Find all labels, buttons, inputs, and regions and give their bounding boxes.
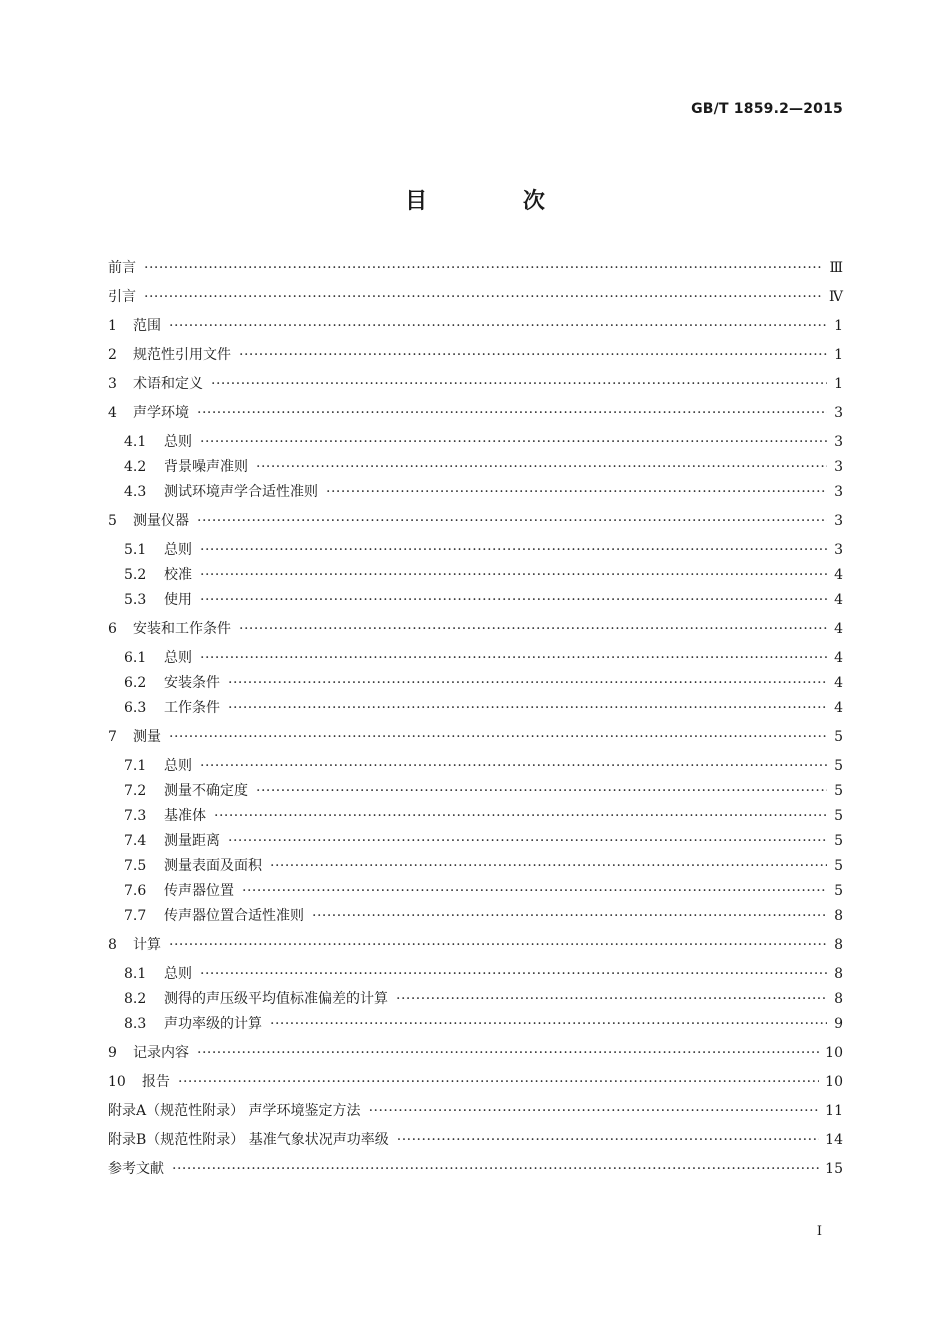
toc-entry-text: 引言 <box>108 289 136 305</box>
toc-entry-label <box>124 806 206 826</box>
toc-entry-text: 测量距离 <box>164 833 220 849</box>
toc-entry[interactable] <box>108 1043 843 1063</box>
toc-entry-page: 5 <box>834 833 843 849</box>
dot-leader <box>369 1101 820 1121</box>
toc-entry[interactable] <box>108 806 843 826</box>
toc-entry-number: 9 <box>108 1045 117 1061</box>
toc-entry-label <box>124 989 388 1009</box>
toc-entry[interactable] <box>108 964 843 984</box>
toc-entry[interactable] <box>108 258 843 278</box>
toc-entry-label <box>124 565 192 585</box>
toc-entry-text: 术语和定义 <box>133 376 203 392</box>
toc-entry-label <box>124 540 192 560</box>
dot-leader <box>197 403 827 423</box>
toc-entry[interactable] <box>108 403 843 423</box>
toc-entry[interactable] <box>108 648 843 668</box>
toc-entry-text: 附录A（规范性附录） 声学环境鉴定方法 <box>108 1103 361 1119</box>
toc-entry-text: 安装条件 <box>164 675 220 691</box>
toc-entry-label <box>124 698 220 718</box>
toc-entry[interactable] <box>108 482 843 502</box>
toc-entry-number: 7.6 <box>124 883 147 899</box>
toc-entry-text: 测量仪器 <box>133 513 189 529</box>
toc-entry-text: 总则 <box>164 434 192 450</box>
toc-entry-page: 4 <box>834 675 843 691</box>
page-title: 目 次 <box>405 189 589 214</box>
toc-entry-page: 8 <box>834 991 843 1007</box>
toc-entry-label <box>124 781 248 801</box>
toc-entry-page: 5 <box>834 783 843 799</box>
toc-entry-text: 背景噪声准则 <box>164 459 248 475</box>
toc-entry-number: 4.2 <box>124 459 147 475</box>
toc-entry-text: 测量 <box>133 729 161 745</box>
toc-entry-number: 5.1 <box>124 542 147 558</box>
toc-entry-number: 7.5 <box>124 858 147 874</box>
dot-leader <box>200 565 827 585</box>
toc-entry-text: 总则 <box>164 650 192 666</box>
toc-entry-label <box>124 457 248 477</box>
toc-entry-label <box>108 403 189 423</box>
dot-leader <box>169 935 827 955</box>
toc-entry-label <box>108 1159 164 1179</box>
toc-entry-text: 总则 <box>164 966 192 982</box>
dot-leader <box>197 511 827 531</box>
toc-entry[interactable] <box>108 287 843 307</box>
dot-leader <box>144 287 823 307</box>
toc-entry-page: 3 <box>834 434 843 450</box>
toc-entry-label <box>124 590 192 610</box>
toc-entry-text: 报告 <box>142 1074 170 1090</box>
dot-leader <box>200 756 827 776</box>
toc-entry-label <box>108 935 161 955</box>
toc-entry-label <box>108 1101 361 1121</box>
toc-entry-text: 测试环境声学合适性准则 <box>164 484 318 500</box>
dot-leader <box>312 906 827 926</box>
toc-entry-number: 7.7 <box>124 908 147 924</box>
toc-entry[interactable] <box>108 1072 843 1092</box>
dot-leader <box>239 345 827 365</box>
toc-entry-text: 传声器位置合适性准则 <box>164 908 304 924</box>
toc-entry-text: 前言 <box>108 260 136 276</box>
toc-entry-label <box>108 511 189 531</box>
toc-entry-text: 附录B（规范性附录） 基准气象状况声功率级 <box>108 1132 389 1148</box>
toc-entry-number: 7 <box>108 729 117 745</box>
toc-entry-label <box>108 727 161 747</box>
toc-entry-number: 4.3 <box>124 484 147 500</box>
toc-entry-page: 3 <box>834 542 843 558</box>
toc-entry-page: 5 <box>834 858 843 874</box>
toc-entry-number: 7.1 <box>124 758 147 774</box>
toc-entry-label <box>124 881 234 901</box>
toc-entry-page: 3 <box>834 459 843 475</box>
toc-entry[interactable] <box>108 756 843 776</box>
toc-entry-page: 1 <box>834 318 843 334</box>
toc-entry[interactable] <box>108 457 843 477</box>
toc-entry-page: 8 <box>834 966 843 982</box>
toc-entry-label <box>108 258 136 278</box>
dot-leader <box>214 806 827 826</box>
toc-entry-number: 7.4 <box>124 833 147 849</box>
toc-entry[interactable] <box>108 1014 843 1034</box>
toc-entry[interactable] <box>108 619 843 639</box>
dot-leader <box>200 590 827 610</box>
toc-entry-text: 声功率级的计算 <box>164 1016 262 1032</box>
toc-entry-label <box>124 906 304 926</box>
dot-leader <box>326 482 827 502</box>
toc-entry-page: 4 <box>834 700 843 716</box>
dot-leader <box>200 540 827 560</box>
toc-entry-page: 9 <box>834 1016 843 1032</box>
dot-leader <box>256 457 827 477</box>
toc-entry-label <box>124 1014 262 1034</box>
toc-entry-page: 4 <box>834 650 843 666</box>
toc-entry-text: 基准体 <box>164 808 206 824</box>
toc-entry[interactable] <box>108 906 843 926</box>
toc-entry-label <box>108 1043 189 1063</box>
toc-entry-text: 测得的声压级平均值标准偏差的计算 <box>164 991 388 1007</box>
dot-leader <box>178 1072 819 1092</box>
toc-entry-page: 1 <box>834 376 843 392</box>
toc-entry[interactable] <box>108 540 843 560</box>
toc-entry-page: 4 <box>834 567 843 583</box>
toc-entry-text: 声学环境 <box>133 405 189 421</box>
toc-entry-text: 范围 <box>133 318 161 334</box>
toc-entry-text: 校准 <box>164 567 192 583</box>
toc-entry-number: 7.3 <box>124 808 147 824</box>
dot-leader <box>144 258 823 278</box>
toc-entry-label <box>124 673 220 693</box>
dot-leader <box>397 1130 819 1150</box>
toc-entry-number: 8.1 <box>124 966 147 982</box>
toc-entry-label <box>124 831 220 851</box>
toc-entry-label <box>108 345 231 365</box>
dot-leader <box>242 881 827 901</box>
toc-entry-text: 传声器位置 <box>164 883 234 899</box>
toc-entry[interactable] <box>108 345 843 365</box>
toc-entry[interactable] <box>108 727 843 747</box>
page-folio: Ⅰ <box>816 1224 822 1239</box>
toc-entry-number: 7.2 <box>124 783 147 799</box>
toc-entry-label <box>124 964 192 984</box>
toc-entry-number: 5 <box>108 513 117 529</box>
toc-entry[interactable] <box>108 698 843 718</box>
toc-entry-page: Ⅲ <box>829 260 843 276</box>
standard-code: GB/T 1859.2—2015 <box>691 101 843 117</box>
toc-entry[interactable] <box>108 881 843 901</box>
toc-entry-text: 计算 <box>133 937 161 953</box>
dot-leader <box>228 831 827 851</box>
toc-entry-page: 10 <box>825 1045 843 1061</box>
dot-leader <box>169 316 827 336</box>
toc-entry-text: 总则 <box>164 542 192 558</box>
dot-leader <box>396 989 827 1009</box>
toc-entry-number: 8 <box>108 937 117 953</box>
toc-entry-page: 3 <box>834 405 843 421</box>
toc-entry[interactable] <box>108 1159 843 1179</box>
toc-entry[interactable] <box>108 432 843 452</box>
toc-entry-page: 4 <box>834 592 843 608</box>
toc-entry-number: 6.3 <box>124 700 147 716</box>
toc-entry[interactable] <box>108 1101 843 1121</box>
toc-entry-number: 4 <box>108 405 117 421</box>
toc-entry-page: 3 <box>834 484 843 500</box>
toc-entry-number: 8.3 <box>124 1016 147 1032</box>
toc-entry-number: 1 <box>108 318 117 334</box>
toc-entry-page: 5 <box>834 729 843 745</box>
toc-entry-number: 4.1 <box>124 434 147 450</box>
toc-entry-number: 10 <box>108 1074 126 1090</box>
toc-entry-page: 14 <box>825 1132 843 1148</box>
toc-entry-text: 规范性引用文件 <box>133 347 231 363</box>
toc-entry-label <box>108 1072 170 1092</box>
toc-entry-page: 5 <box>834 883 843 899</box>
dot-leader <box>270 1014 827 1034</box>
toc-entry-page: 5 <box>834 758 843 774</box>
toc-entry-text: 记录内容 <box>133 1045 189 1061</box>
table-of-contents <box>108 258 843 1188</box>
toc-entry-number: 2 <box>108 347 117 363</box>
dot-leader <box>200 432 827 452</box>
toc-entry-text: 测量不确定度 <box>164 783 248 799</box>
toc-entry-label <box>124 482 318 502</box>
toc-entry-page: 5 <box>834 808 843 824</box>
dot-leader <box>200 648 827 668</box>
toc-entry-number: 6.1 <box>124 650 147 666</box>
toc-entry-number: 8.2 <box>124 991 147 1007</box>
toc-entry-text: 使用 <box>164 592 192 608</box>
toc-entry[interactable] <box>108 565 843 585</box>
toc-entry[interactable] <box>108 831 843 851</box>
toc-entry-text: 参考文献 <box>108 1161 164 1177</box>
dot-leader <box>200 964 827 984</box>
toc-entry-text: 测量表面及面积 <box>164 858 262 874</box>
toc-entry-label <box>108 316 161 336</box>
dot-leader <box>228 698 827 718</box>
toc-entry-page: 8 <box>834 908 843 924</box>
toc-entry-number: 6.2 <box>124 675 147 691</box>
toc-entry[interactable] <box>108 374 843 394</box>
toc-entry-label <box>108 619 231 639</box>
toc-entry-text: 总则 <box>164 758 192 774</box>
toc-entry[interactable] <box>108 989 843 1009</box>
toc-entry-text: 安装和工作条件 <box>133 621 231 637</box>
dot-leader <box>270 856 827 876</box>
toc-entry-page: 1 <box>834 347 843 363</box>
dot-leader <box>172 1159 819 1179</box>
dot-leader <box>239 619 827 639</box>
toc-entry[interactable] <box>108 935 843 955</box>
toc-entry-page: 11 <box>825 1103 843 1119</box>
toc-entry-label <box>124 432 192 452</box>
toc-entry-number: 3 <box>108 376 117 392</box>
dot-leader <box>211 374 827 394</box>
dot-leader <box>169 727 827 747</box>
toc-entry[interactable] <box>108 590 843 610</box>
toc-entry-page: 15 <box>825 1161 843 1177</box>
dot-leader <box>197 1043 819 1063</box>
toc-entry-label <box>124 648 192 668</box>
toc-entry-label <box>108 374 203 394</box>
toc-entry-page: 8 <box>834 937 843 953</box>
toc-entry[interactable] <box>108 856 843 876</box>
dot-leader <box>256 781 827 801</box>
toc-entry[interactable] <box>108 511 843 531</box>
toc-entry-page: 4 <box>834 621 843 637</box>
toc-entry-label <box>108 287 136 307</box>
toc-entry-number: 5.3 <box>124 592 147 608</box>
toc-entry-label <box>124 756 192 776</box>
toc-entry[interactable] <box>108 673 843 693</box>
toc-entry[interactable] <box>108 781 843 801</box>
toc-entry[interactable] <box>108 316 843 336</box>
toc-entry-number: 6 <box>108 621 117 637</box>
toc-entry-page: Ⅳ <box>829 289 843 305</box>
toc-entry-label <box>108 1130 389 1150</box>
toc-entry-number: 5.2 <box>124 567 147 583</box>
toc-entry-label <box>124 856 262 876</box>
toc-entry[interactable] <box>108 1130 843 1150</box>
toc-entry-page: 3 <box>834 513 843 529</box>
dot-leader <box>228 673 827 693</box>
toc-entry-text: 工作条件 <box>164 700 220 716</box>
toc-entry-page: 10 <box>825 1074 843 1090</box>
